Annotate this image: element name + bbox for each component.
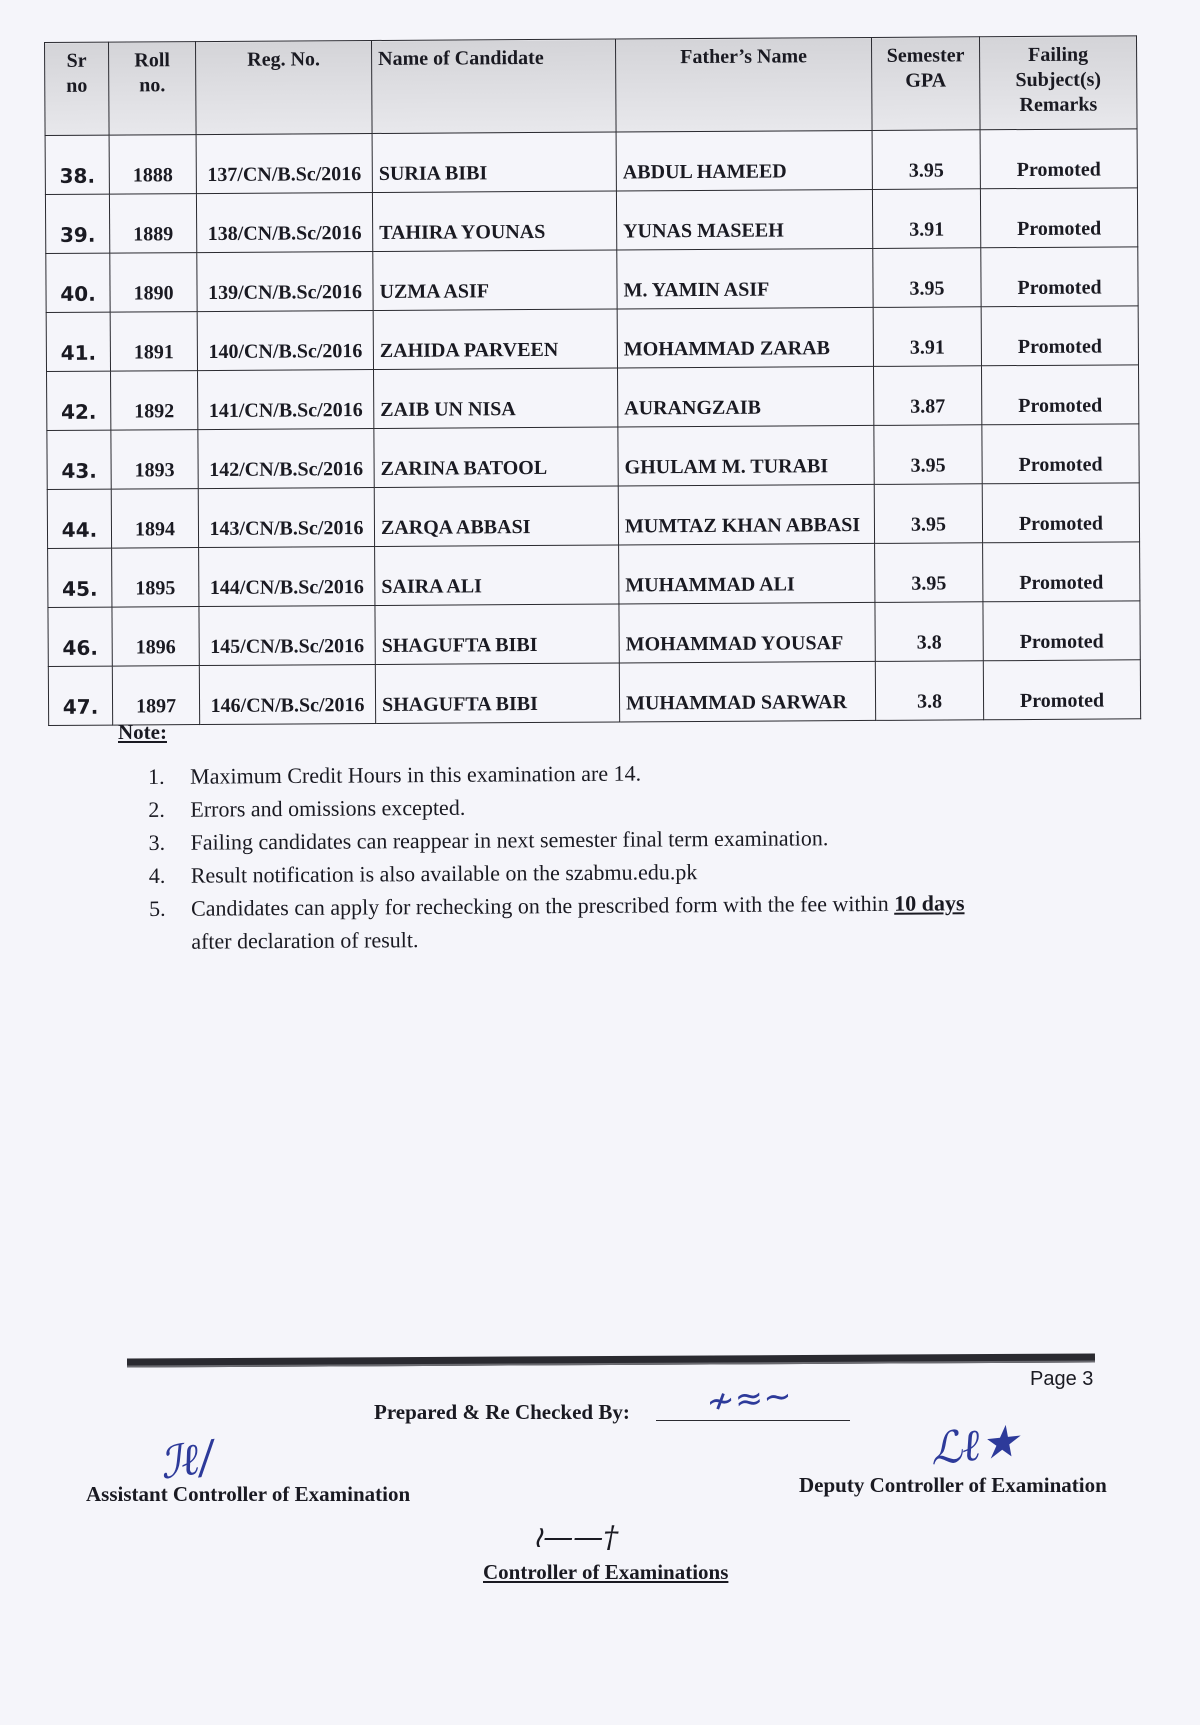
deputy-controller-label: Deputy Controller of Examination xyxy=(799,1473,1107,1497)
cell-name: ZARINA BATOOL xyxy=(374,427,618,487)
header-gpa: Semester GPA xyxy=(871,37,980,131)
note-text: Errors and omissions excepted. xyxy=(190,794,466,822)
cell-father: GHULAM M. TURABI xyxy=(618,425,874,486)
cell-reg: 139/CN/B.Sc/2016 xyxy=(197,251,373,311)
assistant-controller-label: Assistant Controller of Examination xyxy=(86,1482,411,1506)
cell-father: AURANGZAIB xyxy=(618,366,874,427)
cell-sr: 43. xyxy=(47,430,111,489)
table-row xyxy=(45,129,1137,195)
controller-label: Controller of Examinations xyxy=(483,1560,729,1584)
prepared-by-label: Prepared & Re Checked By: xyxy=(374,1400,630,1424)
table-row xyxy=(47,424,1139,490)
results-table xyxy=(44,35,1141,726)
cell-name: SAIRA ALI xyxy=(375,545,619,605)
checker-signature-icon: ≁≈∼ xyxy=(704,1376,794,1422)
cell-roll: 1897 xyxy=(112,666,199,726)
cell-gpa: 3.91 xyxy=(872,189,980,249)
cell-gpa: 3.95 xyxy=(874,425,982,485)
cell-gpa: 3.95 xyxy=(872,130,980,190)
cell-reg: 138/CN/B.Sc/2016 xyxy=(196,192,372,252)
cell-roll: 1892 xyxy=(111,371,198,431)
note-text-part: Candidates can apply for rechecking on the prescribed form with the fee within xyxy=(190,890,895,921)
table-row xyxy=(47,483,1139,549)
table-row xyxy=(45,188,1137,254)
cell-reg: 141/CN/B.Sc/2016 xyxy=(198,369,374,429)
cell-remarks: Promoted xyxy=(983,601,1140,661)
cell-sr: 41. xyxy=(46,312,110,371)
cell-father: MUHAMMAD SARWAR xyxy=(619,661,875,722)
header-remarks: Failing Subject(s) Remarks xyxy=(979,36,1137,130)
cell-sr: 44. xyxy=(47,489,111,548)
table-header-row xyxy=(45,36,1138,136)
table-row xyxy=(48,660,1140,726)
cell-father: YUNAS MASEEH xyxy=(616,189,872,250)
cell-sr: 39. xyxy=(45,194,109,253)
cell-gpa: 3.91 xyxy=(873,307,981,367)
note-number: 2. xyxy=(148,796,165,822)
cell-father: M. YAMIN ASIF xyxy=(617,248,873,309)
cell-roll: 1895 xyxy=(112,548,199,608)
cell-remarks: Promoted xyxy=(980,188,1137,248)
list-item xyxy=(149,885,1109,958)
note-text: Result notification is also available on the szabmu.edu.pk xyxy=(190,859,698,888)
note-number: 4. xyxy=(148,862,166,888)
cell-gpa: 3.87 xyxy=(873,366,981,426)
cell-father: MOHAMMAD YOUSAF xyxy=(619,602,875,663)
cell-name: ZAIB UN NISA xyxy=(374,368,618,428)
header-reg: Reg. No. xyxy=(196,40,373,134)
cell-remarks: Promoted xyxy=(982,483,1139,543)
cell-sr: 40. xyxy=(46,253,110,312)
note-text: Failing candidates can reappear in next semester final term examination. xyxy=(190,825,829,855)
cell-sr: 47. xyxy=(48,666,112,725)
cell-roll: 1896 xyxy=(112,607,199,667)
cell-reg: 144/CN/B.Sc/2016 xyxy=(199,546,375,606)
assistant-signature-icon: ℐℓ∕ xyxy=(156,1431,218,1490)
table-row xyxy=(47,365,1139,431)
note-title: Note: xyxy=(118,720,167,744)
note-number: 1. xyxy=(148,763,165,789)
cell-remarks: Promoted xyxy=(983,542,1140,602)
header-father: Father’s Name xyxy=(615,37,872,132)
cell-father: ABDUL HAMEED xyxy=(616,130,872,191)
cell-name: SURIA BIBI xyxy=(372,132,616,192)
cell-reg: 146/CN/B.Sc/2016 xyxy=(199,664,375,724)
cell-roll: 1891 xyxy=(110,312,197,372)
cell-sr: 46. xyxy=(48,607,112,666)
cell-remarks: Promoted xyxy=(982,424,1139,484)
table-row xyxy=(48,601,1140,667)
footer-rule xyxy=(127,1353,1095,1367)
cell-reg: 140/CN/B.Sc/2016 xyxy=(197,310,373,370)
header-roll: Roll no. xyxy=(109,42,197,136)
note-text xyxy=(191,885,1109,957)
cell-remarks: Promoted xyxy=(981,247,1138,307)
cell-name: TAHIRA YOUNAS xyxy=(372,191,616,251)
cell-name: SHAGUFTA BIBI xyxy=(375,604,619,664)
cell-gpa: 3.8 xyxy=(875,661,983,721)
cell-gpa: 3.95 xyxy=(875,543,983,603)
cell-reg: 145/CN/B.Sc/2016 xyxy=(199,605,375,665)
cell-father: MUHAMMAD ALI xyxy=(619,543,875,604)
cell-sr: 45. xyxy=(48,548,112,607)
note-number: 3. xyxy=(148,829,166,855)
note-text-part: after declaration of result. xyxy=(191,927,419,954)
cell-sr: 42. xyxy=(47,371,111,430)
cell-gpa: 3.95 xyxy=(874,484,982,544)
header-sr: Sr no xyxy=(45,42,110,135)
cell-father: MOHAMMAD ZARAB xyxy=(617,307,873,368)
cell-gpa: 3.95 xyxy=(873,248,981,308)
table-row xyxy=(48,542,1140,608)
cell-gpa: 3.8 xyxy=(875,602,983,662)
note-number: 5. xyxy=(148,895,166,921)
table-row xyxy=(46,306,1138,372)
cell-roll: 1889 xyxy=(109,194,196,254)
cell-name: ZAHIDA PARVEEN xyxy=(373,309,617,369)
cell-sr: 38. xyxy=(45,135,109,194)
cell-roll: 1890 xyxy=(110,253,197,313)
cell-father: MUMTAZ KHAN ABBASI xyxy=(618,484,874,545)
cell-roll: 1888 xyxy=(109,135,196,195)
cell-name: UZMA ASIF xyxy=(373,250,617,310)
cell-name: SHAGUFTA BIBI xyxy=(375,663,619,723)
table-row xyxy=(46,247,1138,313)
cell-remarks: Promoted xyxy=(981,306,1138,366)
note-text: Maximum Credit Hours in this examination are 14. xyxy=(190,760,642,789)
cell-roll: 1893 xyxy=(111,430,198,490)
cell-reg: 137/CN/B.Sc/2016 xyxy=(196,133,372,193)
deputy-signature-icon: ℒℓ★ xyxy=(927,1415,1022,1476)
cell-reg: 142/CN/B.Sc/2016 xyxy=(198,428,374,488)
cell-reg: 143/CN/B.Sc/2016 xyxy=(198,487,374,547)
notes-list xyxy=(148,753,1109,958)
page-number: Page 3 xyxy=(1030,1368,1094,1390)
header-name: Name of Candidate xyxy=(371,39,616,133)
cell-name: ZARQA ABBASI xyxy=(374,486,618,546)
cell-remarks: Promoted xyxy=(981,365,1138,425)
cell-roll: 1894 xyxy=(111,489,198,549)
cell-remarks: Promoted xyxy=(983,660,1140,720)
cell-remarks: Promoted xyxy=(980,129,1137,189)
controller-signature-icon: ≀——† xyxy=(532,1520,619,1555)
deadline-highlight: 10 days xyxy=(894,890,965,916)
